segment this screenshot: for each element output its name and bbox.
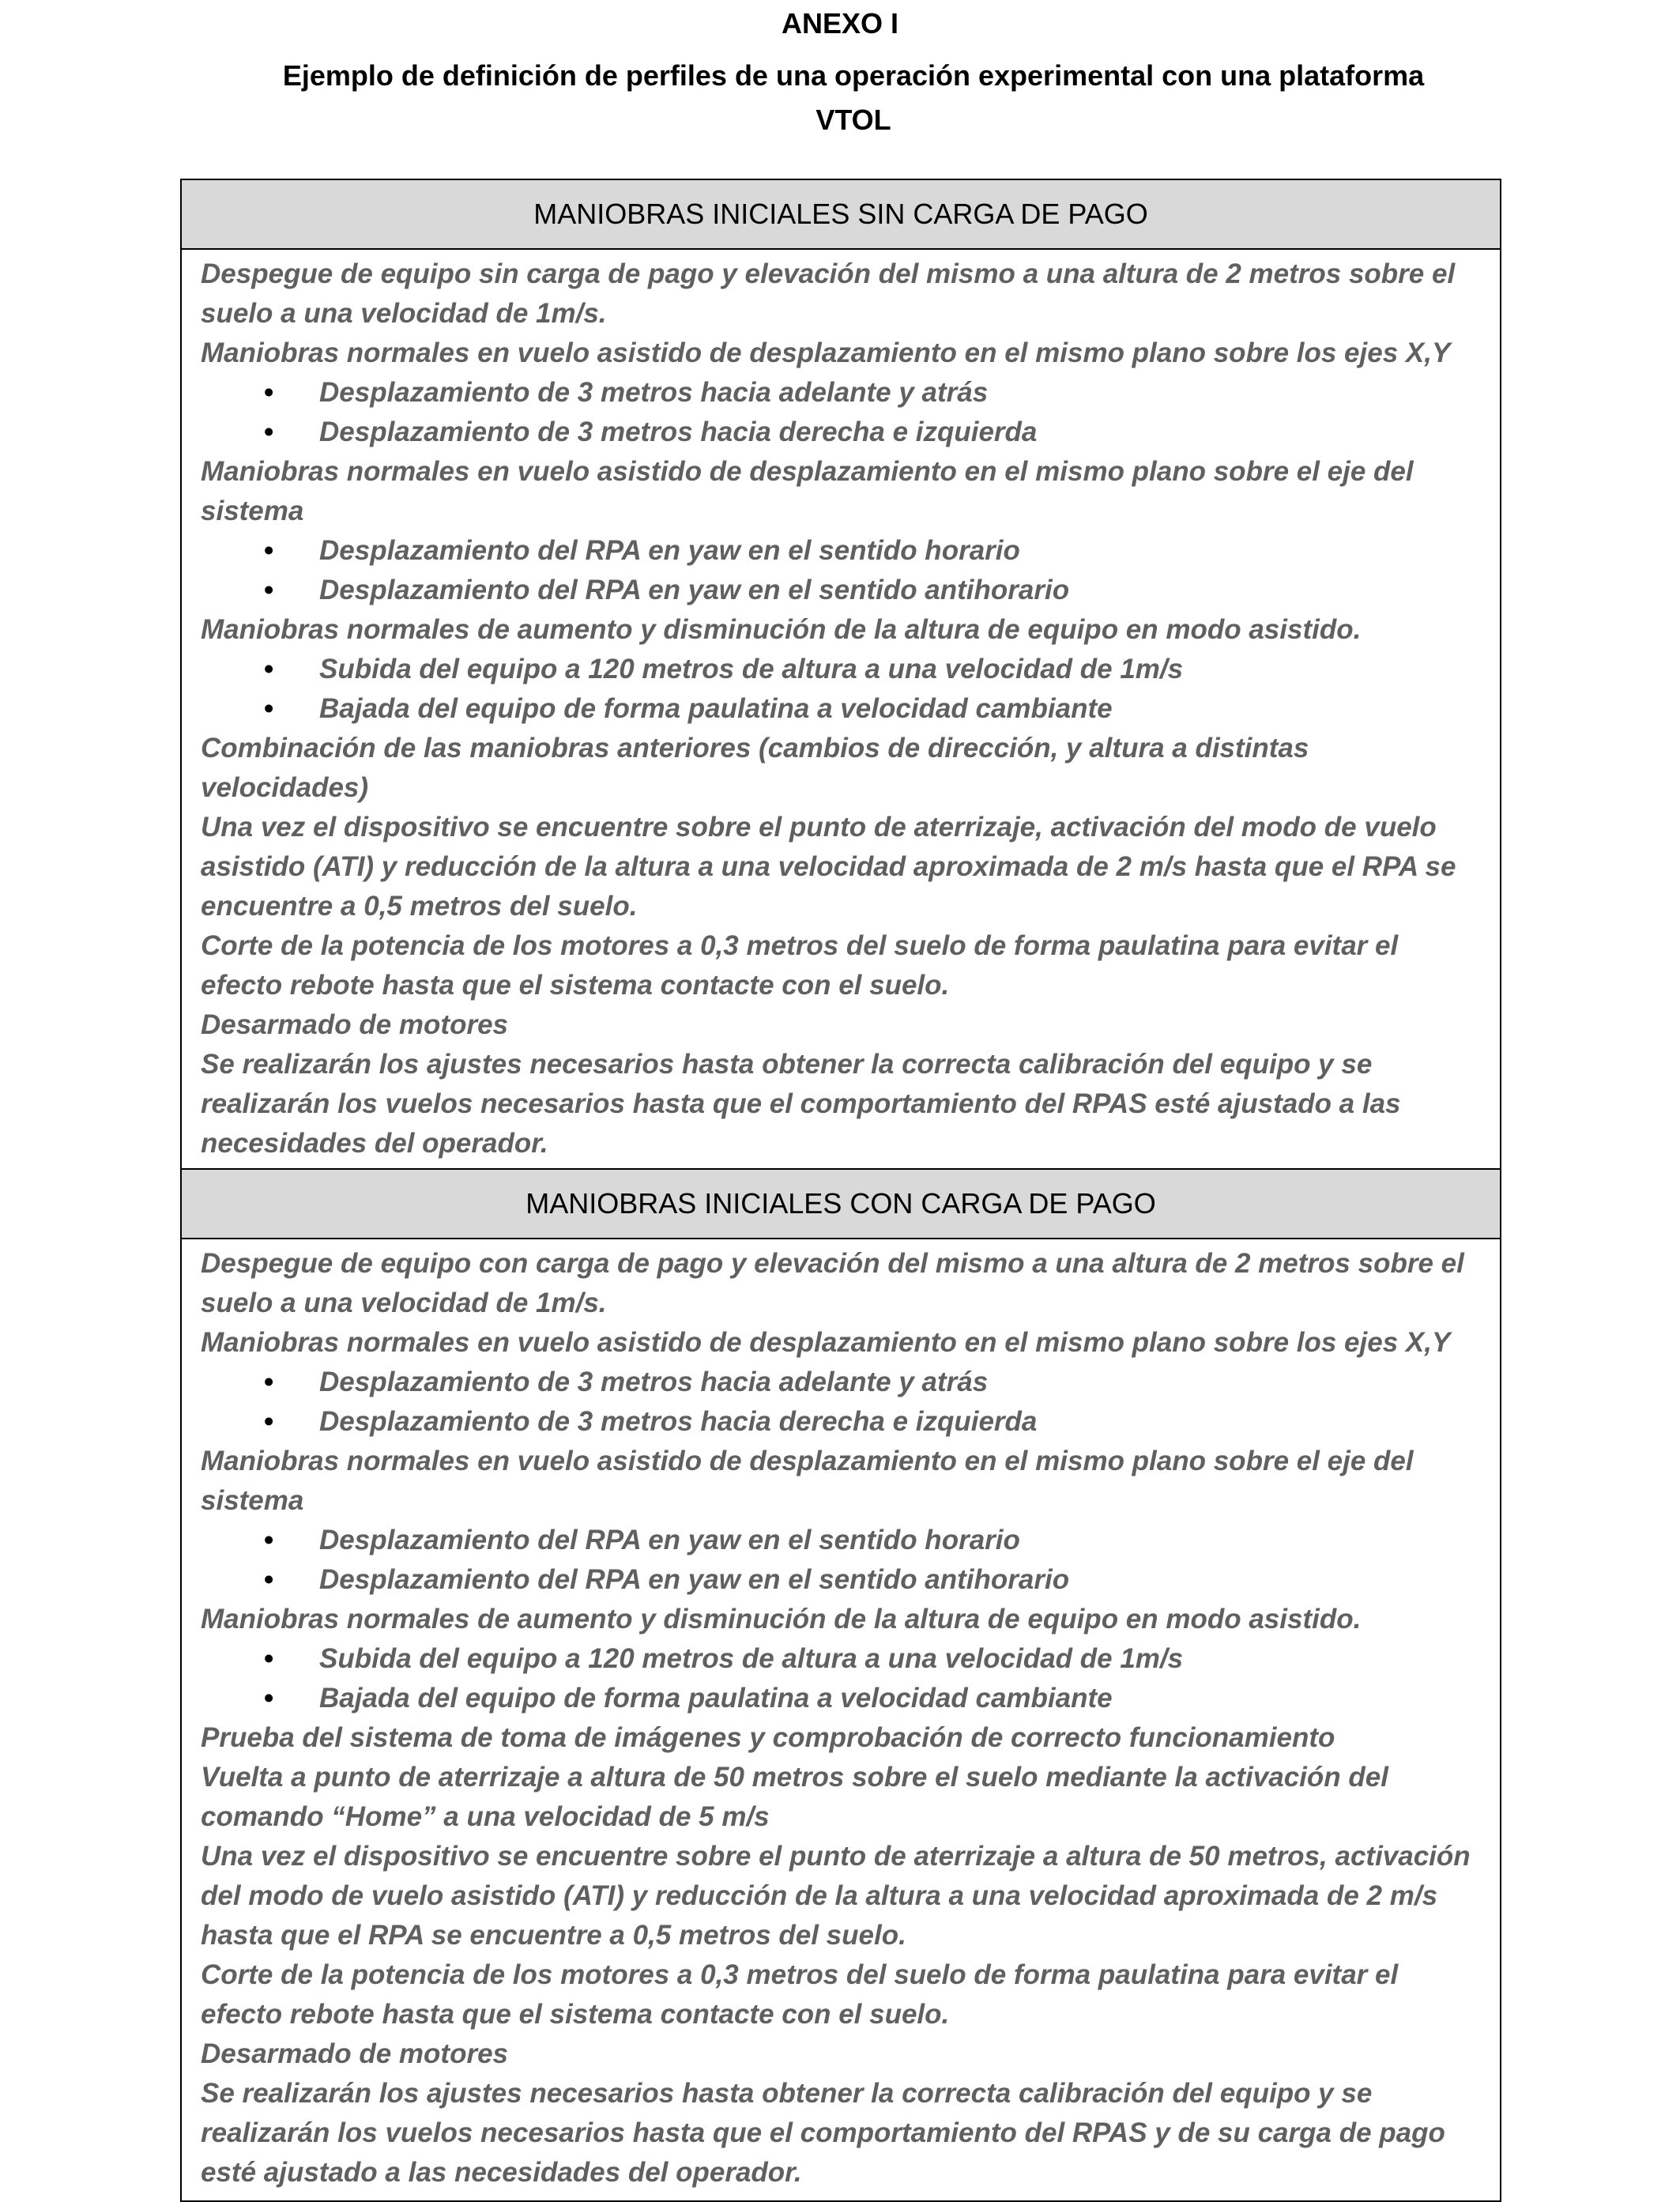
maneuvers-table	[180, 179, 1501, 2202]
document-title-line1: Ejemplo de definición de perfiles de una operación experimental con una plataforma	[282, 59, 1425, 92]
bullet-icon: •	[264, 417, 274, 447]
bullet-text: Desplazamiento del RPA en yaw en el sentido antihorario	[319, 575, 1070, 605]
bullet-text: Desplazamiento de 3 metros hacia derecha e izquierda	[319, 1406, 1038, 1437]
bullet-icon: •	[264, 1683, 274, 1714]
text-line: asistido (ATI) y reducción de la altura a una velocidad aproximada de 2 m/s hasta que el RPA se	[201, 851, 1456, 882]
bullet-item	[201, 1679, 1495, 1718]
text-line: sistema	[201, 1485, 304, 1516]
text-line: necesidades del operador.	[201, 1128, 548, 1159]
text-line: esté ajustado a las necesidades del operador.	[201, 2157, 802, 2188]
bullet-list	[201, 1639, 1495, 1718]
bullet-text: Subida del equipo a 120 metros de altura a una velocidad de 1m/s	[319, 654, 1184, 684]
text-line: suelo a una velocidad de 1m/s.	[201, 298, 607, 329]
bullet-icon: •	[264, 1525, 274, 1555]
bullet-icon: •	[264, 693, 274, 724]
bullet-item	[201, 650, 1495, 689]
bullet-icon: •	[264, 1643, 274, 1674]
text-line: hasta que el RPA se encuentre a 0,5 metros del suelo.	[201, 1920, 906, 1951]
text-line: Maniobras normales de aumento y disminución de la altura de equipo en modo asistido.	[201, 1604, 1362, 1635]
text-line: Una vez el dispositivo se encuentre sobre el punto de aterrizaje, activación del modo de vuelo	[201, 812, 1437, 843]
text-line: efecto rebote hasta que el sistema contacte con el suelo.	[201, 970, 950, 1001]
bullet-text: Subida del equipo a 120 metros de altura a una velocidad de 1m/s	[319, 1643, 1184, 1674]
bullet-icon: •	[264, 575, 274, 605]
section-body-con-carga	[182, 1239, 1500, 2200]
bullet-item	[201, 1402, 1495, 1442]
bullet-text: Desplazamiento de 3 metros hacia adelante y atrás	[319, 1367, 989, 1397]
section-body-sin-carga	[182, 250, 1500, 1168]
bullet-list	[201, 650, 1495, 729]
text-line: realizarán los vuelos necesarios hasta que el comportamiento del RPAS esté ajustado a las	[201, 1088, 1401, 1119]
text-line: Despegue de equipo sin carga de pago y elevación del mismo a una altura de 2 metros sobre el	[201, 258, 1456, 289]
section-heading-sin-carga: MANIOBRAS INICIALES SIN CARGA DE PAGO	[182, 180, 1500, 250]
bullet-icon: •	[264, 1406, 274, 1437]
text-line: Se realizarán los ajustes necesarios hasta obtener la correcta calibración del equipo y se	[201, 1049, 1373, 1080]
bullet-item	[201, 1639, 1495, 1679]
text-line: Desarmado de motores	[201, 1009, 509, 1040]
text-line: Maniobras normales en vuelo asistido de desplazamiento en el mismo plano sobre el eje del	[201, 1446, 1414, 1476]
text-line: Combinación de las maniobras anteriores (cambios de dirección, y altura a distintas	[201, 733, 1309, 764]
section-heading-con-carga: MANIOBRAS INICIALES CON CARGA DE PAGO	[182, 1168, 1500, 1239]
text-line: Corte de la potencia de los motores a 0,3 metros del suelo de forma paulatina para evitar el	[201, 930, 1399, 961]
text-line: Despegue de equipo con carga de pago y elevación del mismo a una altura de 2 metros sobre el	[201, 1248, 1464, 1279]
text-line: Se realizarán los ajustes necesarios hasta obtener la correcta calibración del equipo y se	[201, 2078, 1373, 2109]
document-title-line2: VTOL	[816, 104, 891, 136]
bullet-item	[201, 689, 1495, 729]
bullet-icon: •	[264, 654, 274, 684]
bullet-item	[201, 1521, 1495, 1560]
bullet-item	[201, 1560, 1495, 1600]
bullet-icon: •	[264, 377, 274, 408]
bullet-text: Desplazamiento del RPA en yaw en el sentido horario	[319, 535, 1020, 566]
text-line: Maniobras normales de aumento y disminución de la altura de equipo en modo asistido.	[201, 614, 1362, 645]
bullet-text: Desplazamiento del RPA en yaw en el sentido horario	[319, 1525, 1020, 1555]
bullet-icon: •	[264, 1367, 274, 1397]
bullet-text: Desplazamiento del RPA en yaw en el sentido antihorario	[319, 1564, 1070, 1595]
bullet-list	[201, 531, 1495, 610]
bullet-text: Desplazamiento de 3 metros hacia derecha e izquierda	[319, 417, 1038, 447]
bullet-text: Bajada del equipo de forma paulatina a velocidad cambiante	[319, 693, 1113, 724]
text-line: realizarán los vuelos necesarios hasta que el comportamiento del RPAS y de su carga de pago	[201, 2117, 1445, 2148]
text-line: Corte de la potencia de los motores a 0,3 metros del suelo de forma paulatina para evitar el	[201, 1959, 1399, 1990]
text-line: comando “Home” a una velocidad de 5 m/s	[201, 1801, 770, 1832]
text-line: Maniobras normales en vuelo asistido de desplazamiento en el mismo plano sobre los ejes X,Y	[201, 337, 1451, 368]
bullet-icon: •	[264, 535, 274, 566]
text-line: sistema	[201, 496, 304, 526]
text-line: Maniobras normales en vuelo asistido de desplazamiento en el mismo plano sobre los ejes X,Y	[201, 1327, 1451, 1358]
text-line: Una vez el dispositivo se encuentre sobre el punto de aterrizaje a altura de 50 metros, activación	[201, 1841, 1471, 1872]
text-line: Vuelta a punto de aterrizaje a altura de 50 metros sobre el suelo mediante la activación del	[201, 1762, 1388, 1793]
bullet-item	[201, 1363, 1495, 1402]
bullet-text: Bajada del equipo de forma paulatina a velocidad cambiante	[319, 1683, 1113, 1714]
bullet-item	[201, 531, 1495, 571]
bullet-list	[201, 1363, 1495, 1442]
bullet-list	[201, 1521, 1495, 1600]
text-line: efecto rebote hasta que el sistema contacte con el suelo.	[201, 1999, 950, 2030]
text-line: del modo de vuelo asistido (ATI) y reducción de la altura a una velocidad aproximada de 2 m/s	[201, 1880, 1438, 1911]
text-line: encuentre a 0,5 metros del suelo.	[201, 891, 638, 922]
text-line: velocidades)	[201, 772, 369, 803]
bullet-item	[201, 373, 1495, 413]
bullet-item	[201, 571, 1495, 610]
annex-title: ANEXO I	[781, 7, 899, 40]
text-line: Prueba del sistema de toma de imágenes y comprobación de correcto funcionamiento	[201, 1722, 1335, 1753]
text-line: suelo a una velocidad de 1m/s.	[201, 1288, 607, 1318]
text-line: Maniobras normales en vuelo asistido de desplazamiento en el mismo plano sobre el eje del	[201, 456, 1414, 487]
document-title	[205, 54, 1501, 142]
bullet-text: Desplazamiento de 3 metros hacia adelante y atrás	[319, 377, 989, 408]
bullet-icon: •	[264, 1564, 274, 1595]
bullet-list	[201, 373, 1495, 452]
bullet-item	[201, 413, 1495, 452]
text-line: Desarmado de motores	[201, 2038, 509, 2069]
